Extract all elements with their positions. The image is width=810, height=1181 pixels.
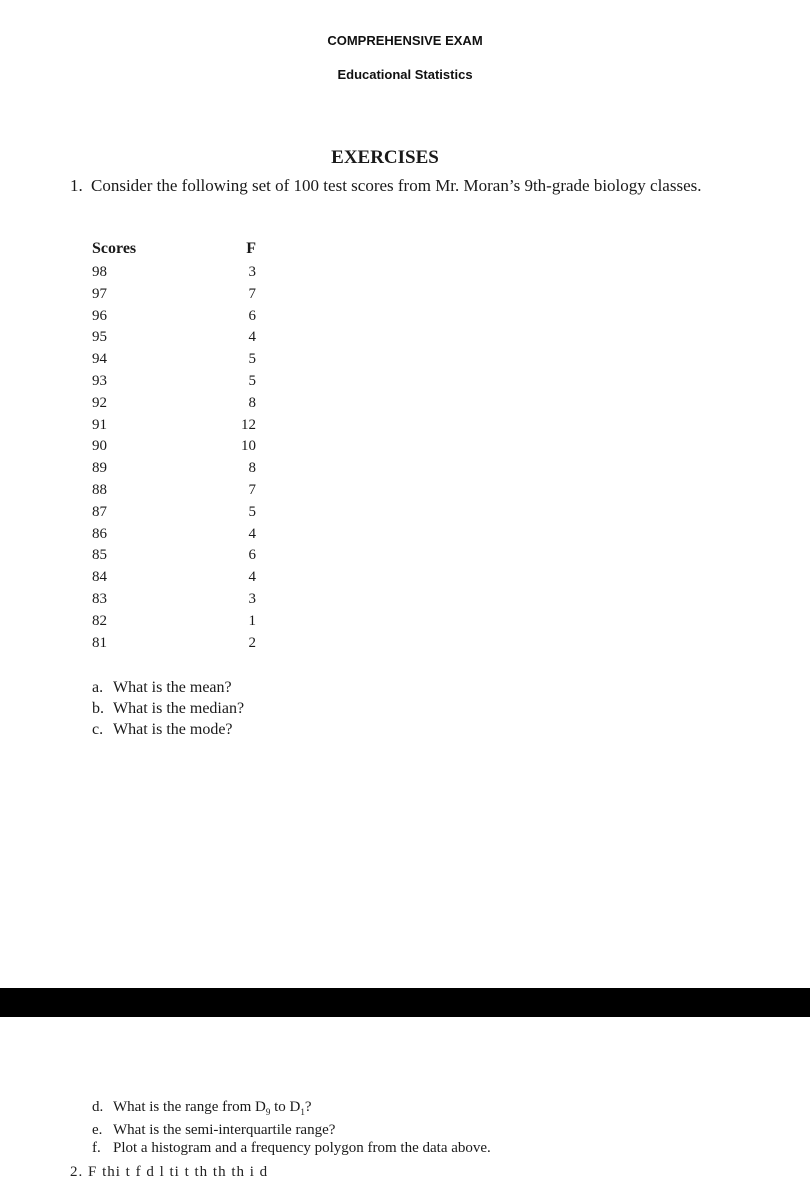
sub-question-text-prefix: What is the range from D [113, 1099, 266, 1115]
frequency-cell: 12 [241, 416, 256, 433]
table-row [92, 351, 264, 373]
sub-question-text-middle: to D [270, 1099, 301, 1115]
score-cell: 98 [92, 264, 107, 280]
frequency-cell: 1 [248, 612, 256, 629]
score-cell: 85 [92, 547, 107, 564]
score-cell: 88 [92, 481, 107, 498]
table-row [92, 286, 264, 308]
table-row [92, 504, 264, 526]
table-row [92, 460, 264, 482]
cutoff-text-line: 2. F thi t f d l ti t th th th i d [70, 1164, 269, 1180]
sub-question-text: What is the mode? [113, 721, 233, 738]
score-cell: 82 [92, 612, 107, 629]
frequency-cell: 5 [248, 351, 256, 368]
section-heading: EXERCISES [331, 147, 439, 168]
score-cell: 86 [92, 525, 107, 542]
decile-subscript: 9 [265, 1107, 271, 1117]
frequency-cell: 10 [241, 438, 256, 455]
sub-question-text: What is the median? [113, 700, 245, 717]
table-row [92, 329, 264, 351]
table-row [92, 482, 264, 504]
scores-column-header: Scores [92, 240, 137, 257]
sub-question-d [92, 1098, 491, 1121]
table-row [92, 395, 264, 417]
frequency-cell: 3 [248, 264, 256, 280]
score-cell: 96 [92, 307, 107, 324]
redaction-bar [0, 988, 810, 1017]
table-row [92, 591, 264, 613]
table-row [92, 417, 264, 439]
sub-question-label: f. [92, 1140, 101, 1156]
table-row [92, 526, 264, 548]
score-cell: 97 [92, 285, 107, 302]
score-cell: 90 [92, 438, 107, 455]
decile-subscript: 1 [300, 1107, 305, 1117]
exam-subtitle: Educational Statistics [337, 67, 473, 82]
table-row [92, 308, 264, 330]
frequency-cell: 7 [248, 285, 256, 302]
sub-question-text: What is the semi-interquartile range? [113, 1122, 336, 1138]
sub-question-b [92, 698, 244, 719]
sub-question-f [92, 1139, 491, 1157]
question-number: 1. [70, 176, 83, 195]
sub-question-label: e. [92, 1122, 103, 1138]
sub-question-label: a. [92, 679, 104, 696]
sub-questions-abc [92, 677, 244, 740]
frequency-cell: 8 [248, 394, 256, 411]
frequency-cell: 3 [248, 590, 256, 607]
table-row [92, 569, 264, 591]
sub-question-e [92, 1121, 491, 1139]
score-cell: 89 [92, 460, 107, 477]
score-cell: 81 [92, 634, 107, 651]
score-cell: 83 [92, 590, 107, 607]
frequency-cell: 6 [248, 547, 256, 564]
table-row [92, 264, 264, 286]
table-row [92, 438, 264, 460]
frequency-cell: 8 [248, 460, 256, 477]
score-cell: 92 [92, 394, 107, 411]
frequency-cell: 6 [248, 307, 256, 324]
sub-question-text: Plot a histogram and a frequency polygon from the data above. [113, 1140, 491, 1156]
score-cell: 84 [92, 569, 107, 586]
frequency-column-header: F [246, 240, 256, 257]
score-cell: 87 [92, 503, 107, 520]
frequency-cell: 5 [248, 372, 256, 389]
score-cell: 93 [92, 372, 107, 389]
sub-question-c [92, 719, 244, 740]
frequency-cell: 7 [248, 481, 256, 498]
sub-question-a [92, 677, 244, 698]
frequency-cell: 2 [248, 634, 256, 651]
table-header-row [92, 240, 264, 264]
sub-question-text: What is the mean? [113, 679, 232, 696]
score-cell: 91 [92, 416, 107, 433]
sub-question-text-suffix: ? [304, 1099, 312, 1115]
sub-question-label: c. [92, 721, 104, 738]
sub-questions-def [92, 1098, 491, 1157]
sub-question-label: d. [92, 1099, 104, 1115]
question-text: Consider the following set of 100 test scores from Mr. Moran’s 9th-grade biology classes. [91, 176, 702, 195]
exam-title: COMPREHENSIVE EXAM [327, 33, 483, 48]
table-row [92, 373, 264, 395]
table-row [92, 613, 264, 635]
table-row [92, 635, 264, 657]
score-cell: 95 [92, 329, 107, 346]
frequency-cell: 4 [248, 329, 256, 346]
table-row [92, 547, 264, 569]
frequency-cell: 4 [248, 525, 256, 542]
frequency-cell: 5 [248, 503, 256, 520]
score-cell: 94 [92, 351, 107, 368]
frequency-cell: 4 [248, 569, 256, 586]
sub-question-label: b. [92, 700, 104, 717]
score-frequency-table [92, 240, 264, 656]
